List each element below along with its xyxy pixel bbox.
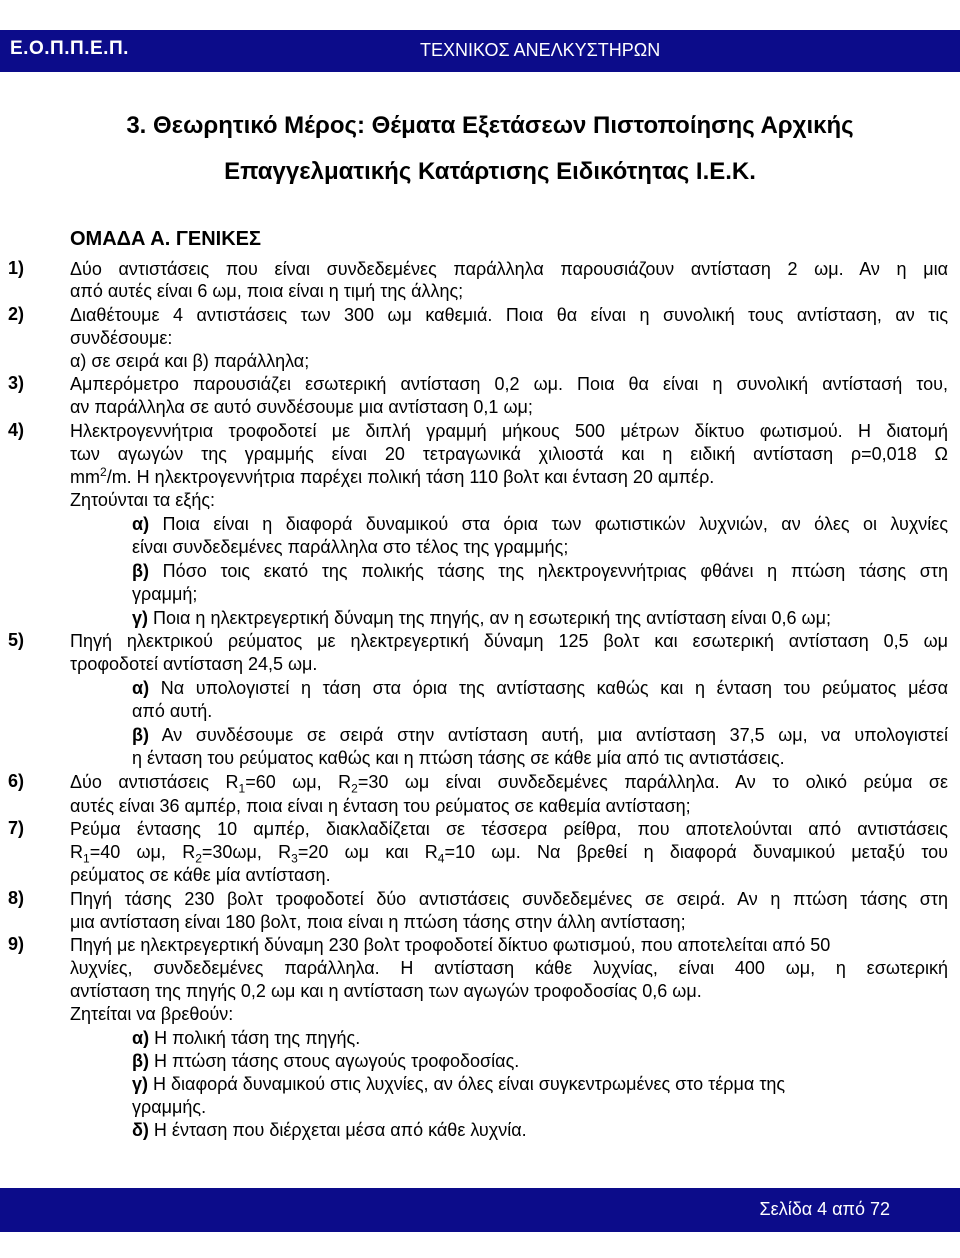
q2-number: 2) (8, 304, 25, 324)
q4a-label: α) (132, 514, 150, 534)
q4c-label: γ) (132, 608, 149, 628)
header-bar (0, 30, 960, 72)
q7-line-1: Ρεύμα έντασης 10 αμπέρ, διακλαδίζεται σε τέσσερα ρείθρα, που αποτελούνται από αντιστάσεις (70, 819, 948, 839)
q4-number: 4) (8, 420, 25, 440)
group-title: ΟΜΑΔΑ Α. ΓΕΝΙΚΕΣ (70, 228, 261, 250)
q1-number: 1) (8, 258, 25, 278)
q5-line-2: τροφοδοτεί αντίσταση 24,5 ωμ. (70, 654, 318, 674)
q6-number: 6) (8, 771, 25, 791)
q9c-line-2: γραμμής. (132, 1097, 207, 1117)
header-specialty: ΤΕΧΝΙΚΟΣ ΑΝΕΛΚΥΣΤΗΡΩΝ (420, 40, 661, 60)
q2-line-2: συνδέσουμε: (70, 328, 173, 348)
q5a-line-1: α) Να υπολογιστεί η τάση στα όρια της αντίστασης καθώς και η ένταση του ρεύματος μέσα (132, 678, 948, 698)
q7-line-3: ρεύματος σε κάθε μία αντίσταση. (70, 865, 331, 885)
q7-line-2: $R_1=40$ ωμ, $R_2=30\omega\mu$, $R_3=20$ ωμ και $R_4=10$ ωμ. Να βρεθεί η διαφορά δυναμικού μεταξύ του (70, 842, 948, 866)
q9d-label: δ) (132, 1120, 149, 1140)
q8-number: 8) (8, 888, 25, 908)
q4-unit: mm (70, 467, 100, 487)
q9-line-4: Ζητείται να βρεθούν: (70, 1004, 234, 1024)
q3-line-2: αν παράλληλα σε αυτό συνδέσουμε μια αντίσταση 0,1 ωμ; (70, 397, 533, 417)
footer-bar (0, 1188, 960, 1232)
q1-line-1: Δύο αντιστάσεις που είναι συνδεδεμένες παράλληλα παρουσιάζουν αντίσταση 2 ωμ. Αν η μια (70, 259, 948, 279)
page-title-line-1: 3. Θεωρητικό Μέρος: Θέματα Εξετάσεων Πιστοποίησης Αρχικής (126, 112, 854, 139)
q5a-label: α) (132, 678, 150, 698)
q8-line-1: Πηγή τάσης 230 βολτ τροφοδοτεί δύο αντιστάσεις συνδεδεμένες σε σειρά. Αν η πτώση τάσης στη (70, 889, 948, 909)
q8-line-2: μια αντίσταση είναι 180 βολτ, ποια είναι η πτώση τάσης στην άλλη αντίσταση; (70, 912, 686, 932)
q6-line-1: Δύο αντιστάσεις $R_1=60$ ωμ, $R_2=30$ ωμ είναι συνδεδεμένες παράλληλα. Αν το ολικό ρεύμα σε (70, 772, 948, 796)
q4-line-3-rest: /m. Η ηλεκτρογεννήτρια παρέχει πολική τάση 110 βολτ και ένταση 20 αμπέρ. (106, 467, 715, 487)
page-title-line-2: Επαγγελματικής Κατάρτισης Ειδικότητας Ι.Ε.Κ. (224, 158, 756, 185)
q4-line-3 (70, 466, 714, 488)
q4b-label: β) (132, 561, 149, 581)
q4b-line-1: β) Πόσο τοις εκατό της πολικής τάσης της ηλεκτρογεννήτριας φθάνει η πτώση τάσης στη (132, 561, 948, 581)
q9c-line-1: γ) Η διαφορά δυναμικού στις λυχνίες, αν όλες είναι συγκεντρωμένες στο τέρμα της (132, 1074, 786, 1094)
q2-line-1: Διαθέτουμε 4 αντιστάσεις των 300 ωμ καθεμιά. Ποια θα είναι η συνολική τους αντίσταση, αν τις (70, 305, 948, 325)
q4b-line-2: γραμμή; (132, 584, 198, 604)
q4-line-4: Ζητούνται τα εξής: (70, 490, 216, 510)
q9-number: 9) (8, 934, 25, 954)
q9a-label: α) (132, 1028, 150, 1048)
page-number: Σελίδα 4 από 72 (759, 1199, 890, 1219)
q3-number: 3) (8, 373, 25, 393)
q7-number: 7) (8, 818, 25, 838)
q5b-line-2: η ένταση του ρεύματος καθώς και η πτώση τάσης σε κάθε μία από τις αντιστάσεις. (132, 748, 785, 768)
q5b-label: β) (132, 725, 149, 745)
q9d-line-1: δ) Η ένταση που διέρχεται μέσα από κάθε λυχνία. (132, 1120, 527, 1140)
q5a-line-2: από αυτή. (132, 701, 213, 721)
q4-line-2: των αγωγών της γραμμής είναι 20 τετραγωνικά χιλιοστά και η ειδική αντίσταση ρ=0,018 Ω (70, 444, 948, 464)
q5-number: 5) (8, 630, 25, 650)
q9a-line-1: α) Η πολική τάση της πηγής. (132, 1028, 361, 1048)
q4-line-1: Ηλεκτρογεννήτρια τροφοδοτεί με διπλή γραμμή μήκους 500 μέτρων δίκτυο φωτισμού. Η διατομή (70, 421, 948, 441)
q9b-label: β) (132, 1051, 149, 1071)
q9-line-2: λυχνίες, συνδεδεμένες παράλληλα. Η αντίσταση κάθε λυχνίας, είναι 400 ωμ, η εσωτερική (70, 958, 948, 978)
q4a-line-2: είναι συνδεδεμένες παράλληλα στο τέλος της γραμμής; (132, 537, 569, 557)
q6-line-2: αυτές είναι 36 αμπέρ, ποια είναι η ένταση του ρεύματος σε καθεμία αντίσταση; (70, 796, 691, 816)
q4a-line-1: α) Ποια είναι η διαφορά δυναμικού στα όρια των φωτιστικών λυχνιών, αν όλες οι λυχνίες (132, 514, 948, 534)
q2-line-3: α) σε σειρά και β) παράλληλα; (70, 351, 310, 371)
header-org: Ε.Ο.Π.Π.Ε.Π. (10, 38, 129, 59)
q5b-line-1: β) Αν συνδέσουμε σε σειρά στην αντίσταση αυτή, μια αντίσταση 37,5 ωμ, να υπολογιστεί (132, 725, 948, 745)
q4-unit-exponent: 2 (100, 465, 107, 479)
q9b-line-1: β) Η πτώση τάσης στους αγωγούς τροφοδοσίας. (132, 1051, 520, 1071)
q1-line-2: από αυτές είναι 6 ωμ, ποια είναι η τιμή της άλλης; (70, 281, 464, 301)
q5-line-1: Πηγή ηλεκτρικού ρεύματος με ηλεκτρεγερτική δύναμη 125 βολτ και εσωτερική αντίσταση 0,5 ωμ (70, 631, 948, 651)
q9-line-3: αντίσταση της πηγής 0,2 ωμ και η αντίσταση των αγωγών τροφοδοσίας 0,6 ωμ. (70, 981, 702, 1001)
q9-line-1: Πηγή με ηλεκτρεγερτική δύναμη 230 βολτ τροφοδοτεί δίκτυο φωτισμού, που αποτελείται από 50 (70, 935, 831, 955)
q4c-line-1: γ) Ποια η ηλεκτρεγερτική δύναμη της πηγής, αν η εσωτερική της αντίσταση είναι 0,6 ωμ; (132, 608, 831, 628)
q3-line-1: Αμπερόμετρο παρουσιάζει εσωτερική αντίσταση 0,2 ωμ. Ποια θα είναι η συνολική αντίστασή του, (70, 374, 948, 394)
q9c-label: γ) (132, 1074, 149, 1094)
